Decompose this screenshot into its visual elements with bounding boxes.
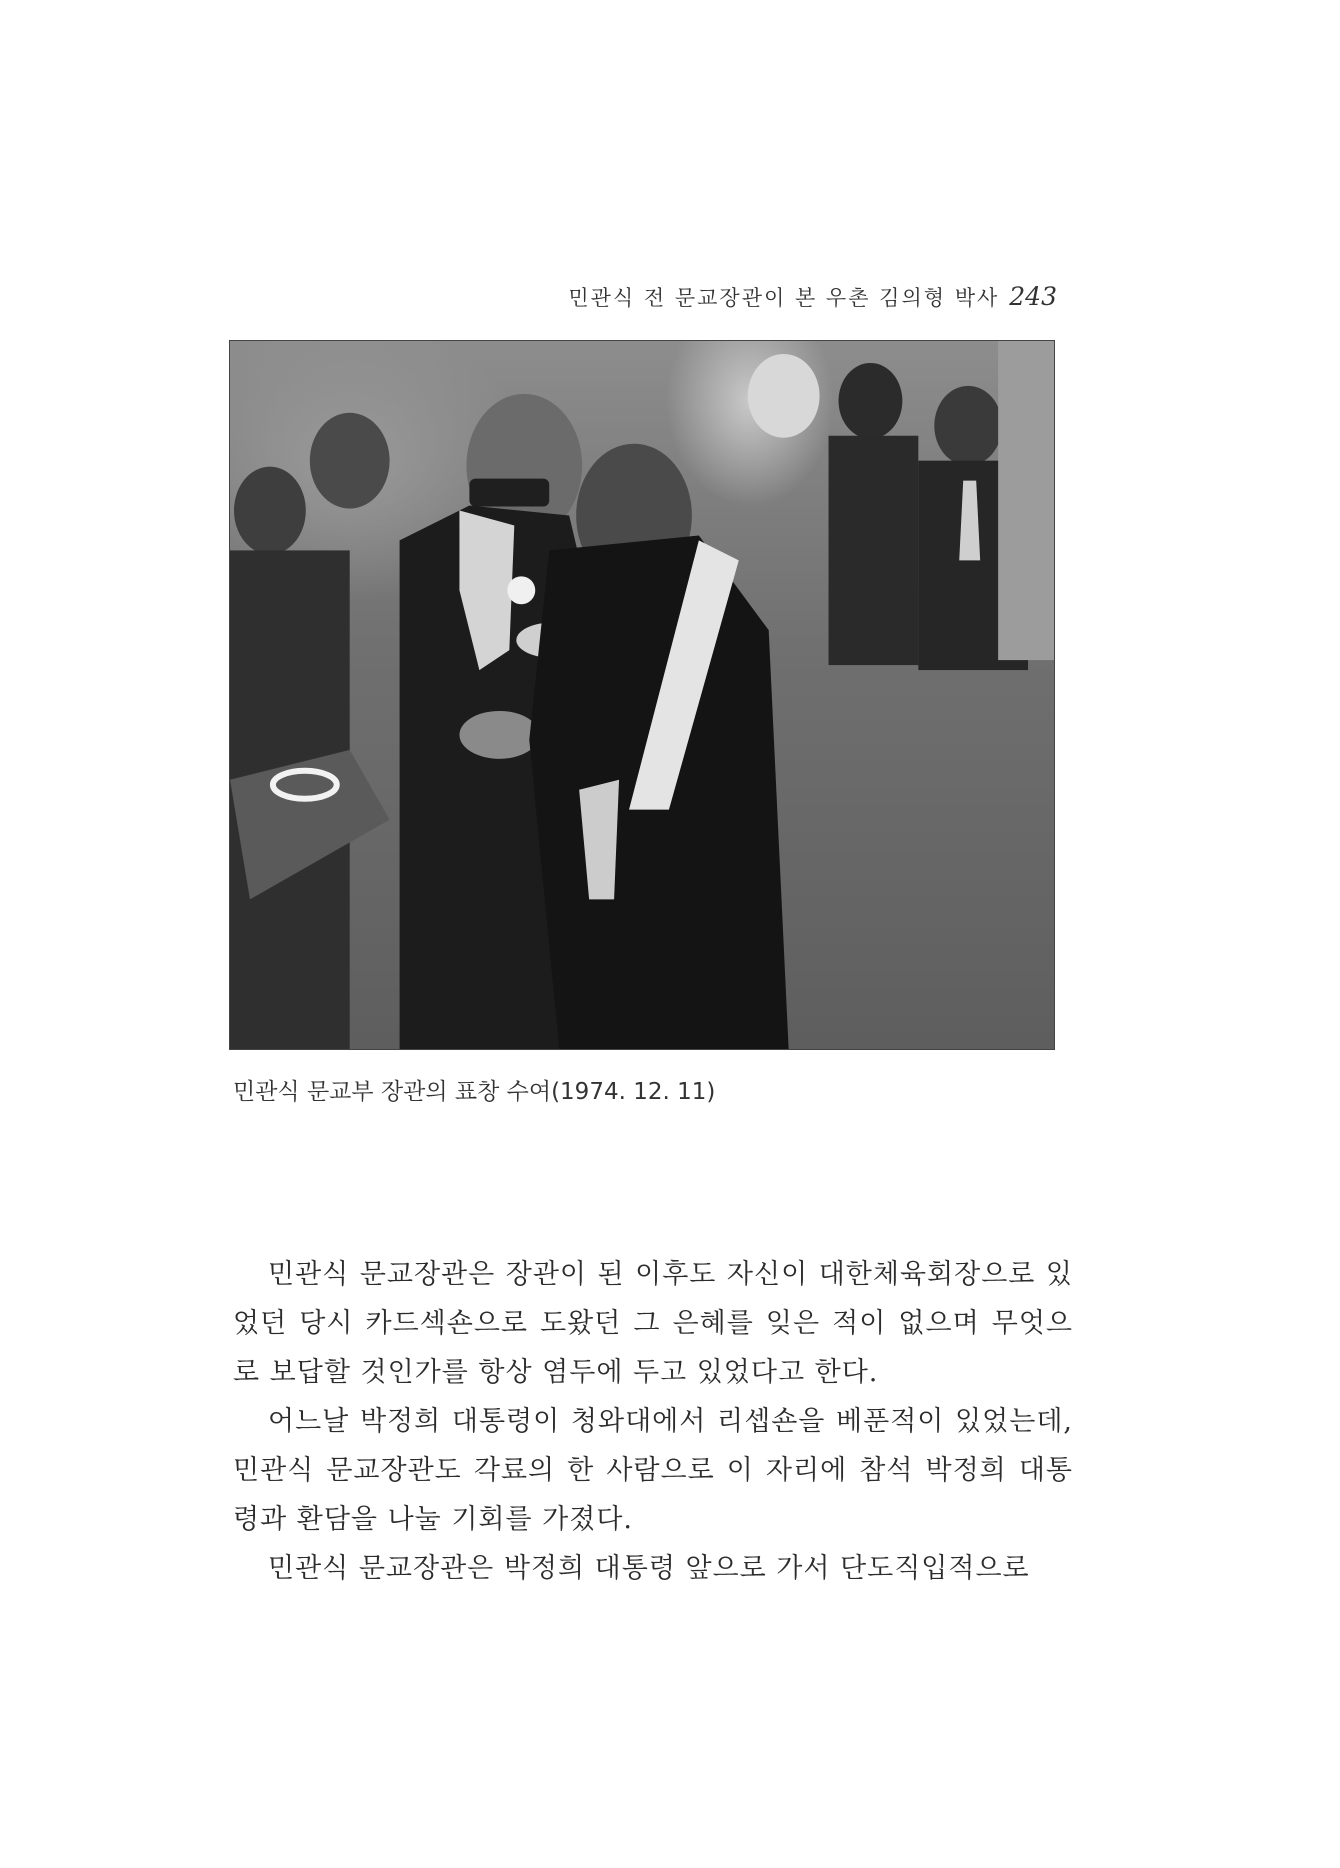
bystander-head xyxy=(934,386,1002,466)
page-number: 243 xyxy=(1009,282,1057,311)
recipient-hands xyxy=(459,711,539,759)
bystander-head xyxy=(234,467,306,555)
running-header xyxy=(568,282,1057,312)
photo-illustration xyxy=(230,341,1054,1049)
body-text xyxy=(233,1250,1073,1593)
bystander-head xyxy=(839,363,903,439)
bystander-body xyxy=(829,436,919,665)
running-title: 민관식 전 문교장관이 본 우촌 김의형 박사 xyxy=(568,286,1000,310)
lapel-flower xyxy=(507,576,535,604)
photo-caption: 민관식 문교부 장관의 표창 수여(1974. 12. 11) xyxy=(233,1079,716,1105)
glasses xyxy=(469,479,549,507)
award-ceremony-photo xyxy=(229,340,1055,1050)
paragraph: 민관식 문교장관은 장관이 된 이후도 자신이 대한체육회장으로 있었던 당시 카드섹숀으로 도왔던 그 은혜를 잊은 적이 없으며 무엇으로 보답할 것인가를 항상 염두에 두고 있었다고 한다. xyxy=(233,1259,1073,1388)
paragraph: 어느날 박정희 대통령이 청와대에서 리셉숀을 베푼적이 있었는데, 민관식 문교장관도 각료의 한 사람으로 이 자리에 참석 박정희 대통령과 환담을 나눌 기회를 가졌다. xyxy=(233,1406,1073,1535)
background-pillar xyxy=(998,341,1054,660)
bystander-head xyxy=(748,354,820,438)
paragraph: 민관식 문교장관은 박정희 대통령 앞으로 가서 단도직입적으로 xyxy=(268,1553,1030,1584)
bystander-head xyxy=(310,413,390,509)
